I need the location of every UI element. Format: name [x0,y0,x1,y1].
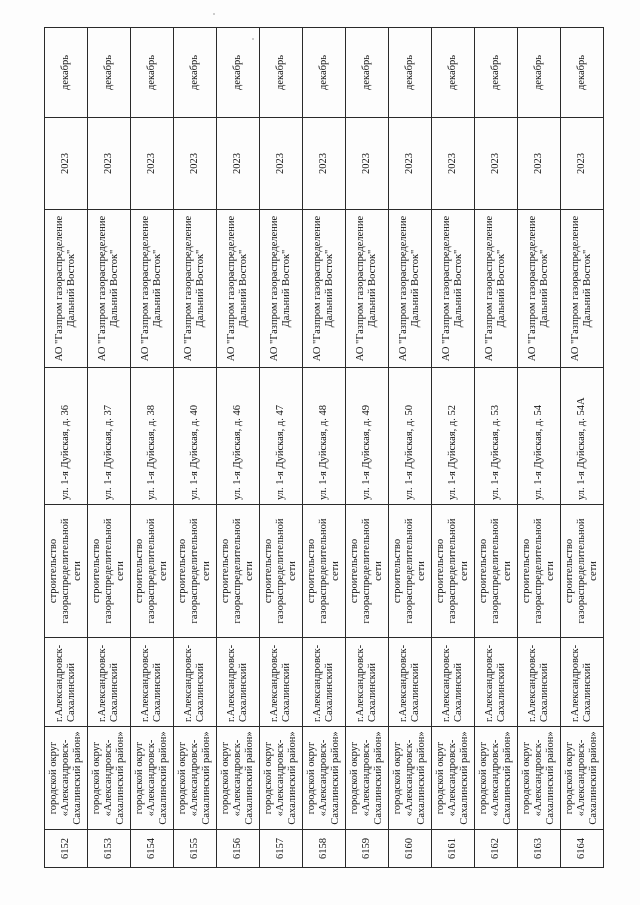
row-number: 6153 [88,830,131,868]
row-number: 6163 [518,830,561,868]
locality-cell: г.Александровск-Сахалинский [432,638,475,727]
address-cell: ул. 1-я Дуйская, д. 52 [432,368,475,505]
organization-cell: АО "Газпром газораспределение Дальний Восток" [346,210,389,368]
work-type-cell: строительство газораспределительной сети [432,505,475,638]
address-cell: ул. 1-я Дуйская, д. 48 [303,368,346,505]
address-cell: ул. 1-я Дуйская, д. 50 [389,368,432,505]
organization-cell: АО "Газпром газораспределение Дальний Восток" [260,210,303,368]
work-type-cell: строительство газораспределительной сети [174,505,217,638]
year-cell: 2023 [561,118,604,210]
table-row [518,28,561,868]
month-cell: декабрь [432,28,475,118]
gasification-schedule-table [44,27,604,868]
work-type-cell: строительство газораспределительной сети [88,505,131,638]
rotated-table-container [44,28,604,868]
organization-cell: АО "Газпром газораспределение Дальний Восток" [475,210,518,368]
work-type-cell: строительство газораспределительной сети [389,505,432,638]
row-number: 6161 [432,830,475,868]
row-number: 6160 [389,830,432,868]
locality-cell: г.Александровск-Сахалинский [561,638,604,727]
address-cell: ул. 1-я Дуйская, д. 54 [518,368,561,505]
year-cell: 2023 [303,118,346,210]
month-cell: декабрь [389,28,432,118]
work-type-cell: строительство газораспределительной сети [346,505,389,638]
municipality-cell: городской округ «Александровск-Сахалинский район» [518,727,561,830]
locality-cell: г.Александровск-Сахалинский [475,638,518,727]
work-type-cell: строительство газораспределительной сети [260,505,303,638]
municipality-cell: городской округ «Александровск-Сахалинский район» [45,727,88,830]
municipality-cell: городской округ «Александровск-Сахалинский район» [260,727,303,830]
work-type-cell: строительство газораспределительной сети [561,505,604,638]
table-row [174,28,217,868]
row-number: 6152 [45,830,88,868]
organization-cell: АО "Газпром газораспределение Дальний Восток" [217,210,260,368]
locality-cell: г.Александровск-Сахалинский [389,638,432,727]
municipality-cell: городской округ «Александровск-Сахалинский район» [303,727,346,830]
row-number: 6157 [260,830,303,868]
address-cell: ул. 1-я Дуйская, д. 38 [131,368,174,505]
row-number: 6164 [561,830,604,868]
locality-cell: г.Александровск-Сахалинский [303,638,346,727]
table-row [389,28,432,868]
locality-cell: г.Александровск-Сахалинский [346,638,389,727]
row-number: 6162 [475,830,518,868]
year-cell: 2023 [389,118,432,210]
organization-cell: АО "Газпром газораспределение Дальний Восток" [303,210,346,368]
row-number: 6158 [303,830,346,868]
municipality-cell: городской округ «Александровск-Сахалинский район» [475,727,518,830]
scan-speck [213,13,215,15]
table-row [88,28,131,868]
work-type-cell: строительство газораспределительной сети [45,505,88,638]
address-cell: ул. 1-я Дуйская, д. 49 [346,368,389,505]
organization-cell: АО "Газпром газораспределение Дальний Восток" [561,210,604,368]
municipality-cell: городской округ «Александровск-Сахалинский район» [561,727,604,830]
table-row [217,28,260,868]
month-cell: декабрь [475,28,518,118]
locality-cell: г.Александровск-Сахалинский [217,638,260,727]
year-cell: 2023 [88,118,131,210]
table-row [475,28,518,868]
table-row [303,28,346,868]
year-cell: 2023 [475,118,518,210]
locality-cell: г.Александровск-Сахалинский [88,638,131,727]
work-type-cell: строительство газораспределительной сети [303,505,346,638]
work-type-cell: строительство газораспределительной сети [131,505,174,638]
municipality-cell: городской округ «Александровск-Сахалинский район» [131,727,174,830]
month-cell: декабрь [303,28,346,118]
locality-cell: г.Александровск-Сахалинский [518,638,561,727]
year-cell: 2023 [45,118,88,210]
year-cell: 2023 [174,118,217,210]
municipality-cell: городской округ «Александровск-Сахалинский район» [346,727,389,830]
address-cell: ул. 1-я Дуйская, д. 36 [45,368,88,505]
organization-cell: АО "Газпром газораспределение Дальний Восток" [432,210,475,368]
year-cell: 2023 [432,118,475,210]
address-cell: ул. 1-я Дуйская, д. 46 [217,368,260,505]
work-type-cell: строительство газораспределительной сети [217,505,260,638]
month-cell: декабрь [260,28,303,118]
table-row [131,28,174,868]
month-cell: декабрь [346,28,389,118]
row-number: 6159 [346,830,389,868]
year-cell: 2023 [518,118,561,210]
month-cell: декабрь [217,28,260,118]
year-cell: 2023 [131,118,174,210]
table-row [260,28,303,868]
row-number: 6155 [174,830,217,868]
row-number: 6156 [217,830,260,868]
address-cell: ул. 1-я Дуйская, д. 37 [88,368,131,505]
month-cell: декабрь [45,28,88,118]
work-type-cell: строительство газораспределительной сети [518,505,561,638]
month-cell: декабрь [518,28,561,118]
table-row [45,28,88,868]
locality-cell: г.Александровск-Сахалинский [131,638,174,727]
organization-cell: АО "Газпром газораспределение Дальний Восток" [131,210,174,368]
municipality-cell: городской округ «Александровск-Сахалинский район» [432,727,475,830]
table-row [432,28,475,868]
municipality-cell: городской округ «Александровск-Сахалинский район» [88,727,131,830]
year-cell: 2023 [346,118,389,210]
municipality-cell: городской округ «Александровск-Сахалинский район» [389,727,432,830]
organization-cell: АО "Газпром газораспределение Дальний Восток" [518,210,561,368]
organization-cell: АО "Газпром газораспределение Дальний Восток" [88,210,131,368]
address-cell: ул. 1-я Дуйская, д. 53 [475,368,518,505]
organization-cell: АО "Газпром газораспределение Дальний Восток" [389,210,432,368]
year-cell: 2023 [260,118,303,210]
locality-cell: г.Александровск-Сахалинский [45,638,88,727]
address-cell: ул. 1-я Дуйская, д. 40 [174,368,217,505]
row-number: 6154 [131,830,174,868]
locality-cell: г.Александровск-Сахалинский [260,638,303,727]
month-cell: декабрь [131,28,174,118]
municipality-cell: городской округ «Александровск-Сахалинский район» [174,727,217,830]
year-cell: 2023 [217,118,260,210]
locality-cell: г.Александровск-Сахалинский [174,638,217,727]
table-body [45,28,604,868]
month-cell: декабрь [561,28,604,118]
organization-cell: АО "Газпром газораспределение Дальний Восток" [174,210,217,368]
table-row [561,28,604,868]
organization-cell: АО "Газпром газораспределение Дальний Восток" [45,210,88,368]
address-cell: ул. 1-я Дуйская, д. 54А [561,368,604,505]
address-cell: ул. 1-я Дуйская, д. 47 [260,368,303,505]
month-cell: декабрь [174,28,217,118]
table-row [346,28,389,868]
month-cell: декабрь [88,28,131,118]
municipality-cell: городской округ «Александровск-Сахалинский район» [217,727,260,830]
work-type-cell: строительство газораспределительной сети [475,505,518,638]
